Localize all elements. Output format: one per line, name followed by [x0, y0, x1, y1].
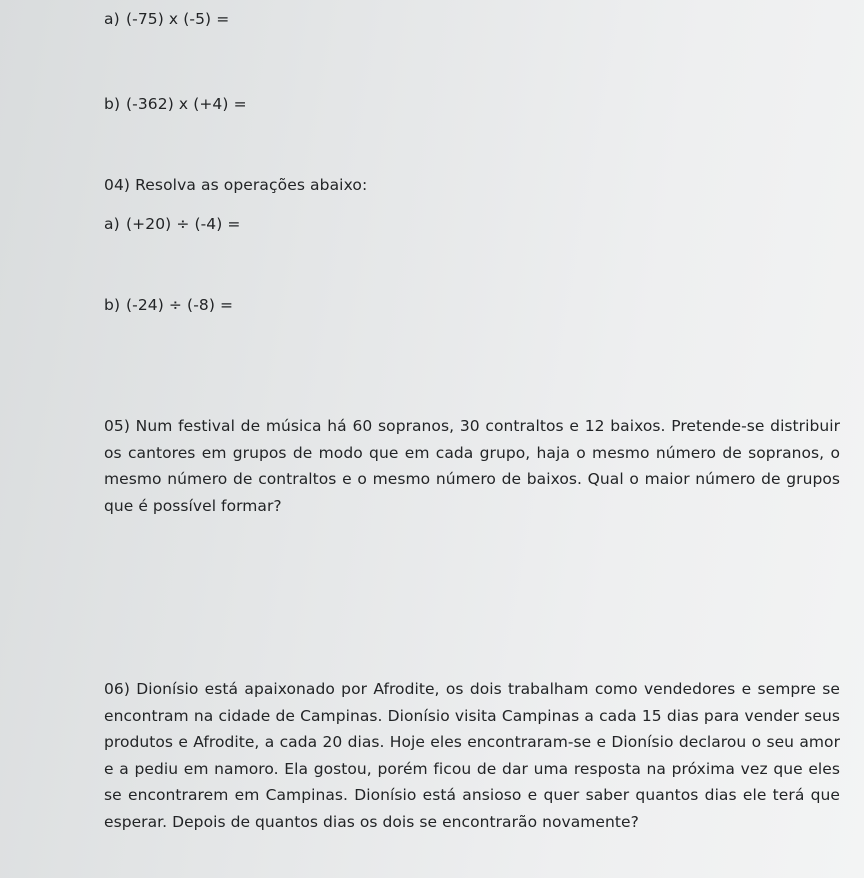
q03-item-b — [104, 95, 247, 113]
q04-item-a — [104, 215, 241, 233]
item-letter: b) — [104, 296, 121, 314]
item-letter: b) — [104, 95, 121, 113]
q04-item-b — [104, 296, 233, 314]
item-expression: (-75) x (-5) = — [126, 10, 230, 28]
item-expression: (+20) ÷ (-4) = — [126, 215, 241, 233]
q06-paragraph: 06) Dionísio está apaixonado por Afrodite, os dois trabalham como vendedores e sempre se encontram na cidade de Campinas. Dionísio visita Campinas a cada 15 dias para vender seus produtos e Afrodite, a cada 20 dias. Hoje eles encontraram-se e Dionísio declarou o seu amor e a pediu em namoro. Ela gostou, porém ficou de dar uma resposta na próxima vez que eles se encontrarem em Campinas. Dionísio está ansioso e quer saber quantos dias ele terá que esperar. Depois de quantos dias os dois se encontrarão novamente? — [104, 680, 840, 831]
item-expression: (-24) ÷ (-8) = — [126, 296, 234, 314]
item-letter: a) — [104, 215, 120, 233]
q04-heading: 04) Resolva as operações abaixo: — [104, 176, 368, 194]
item-letter: a) — [104, 10, 120, 28]
q03-item-a — [104, 10, 229, 28]
item-expression: (-362) x (+4) = — [126, 95, 247, 113]
q05-paragraph: 05) Num festival de música há 60 sopranos, 30 contraltos e 12 baixos. Pretende-se distribuir os cantores em grupos de modo que em cada grupo, haja o mesmo número de sopranos, o mesmo número de contraltos e o mesmo número de baixos. Qual o maior número de grupos que é possível formar? — [104, 417, 840, 515]
